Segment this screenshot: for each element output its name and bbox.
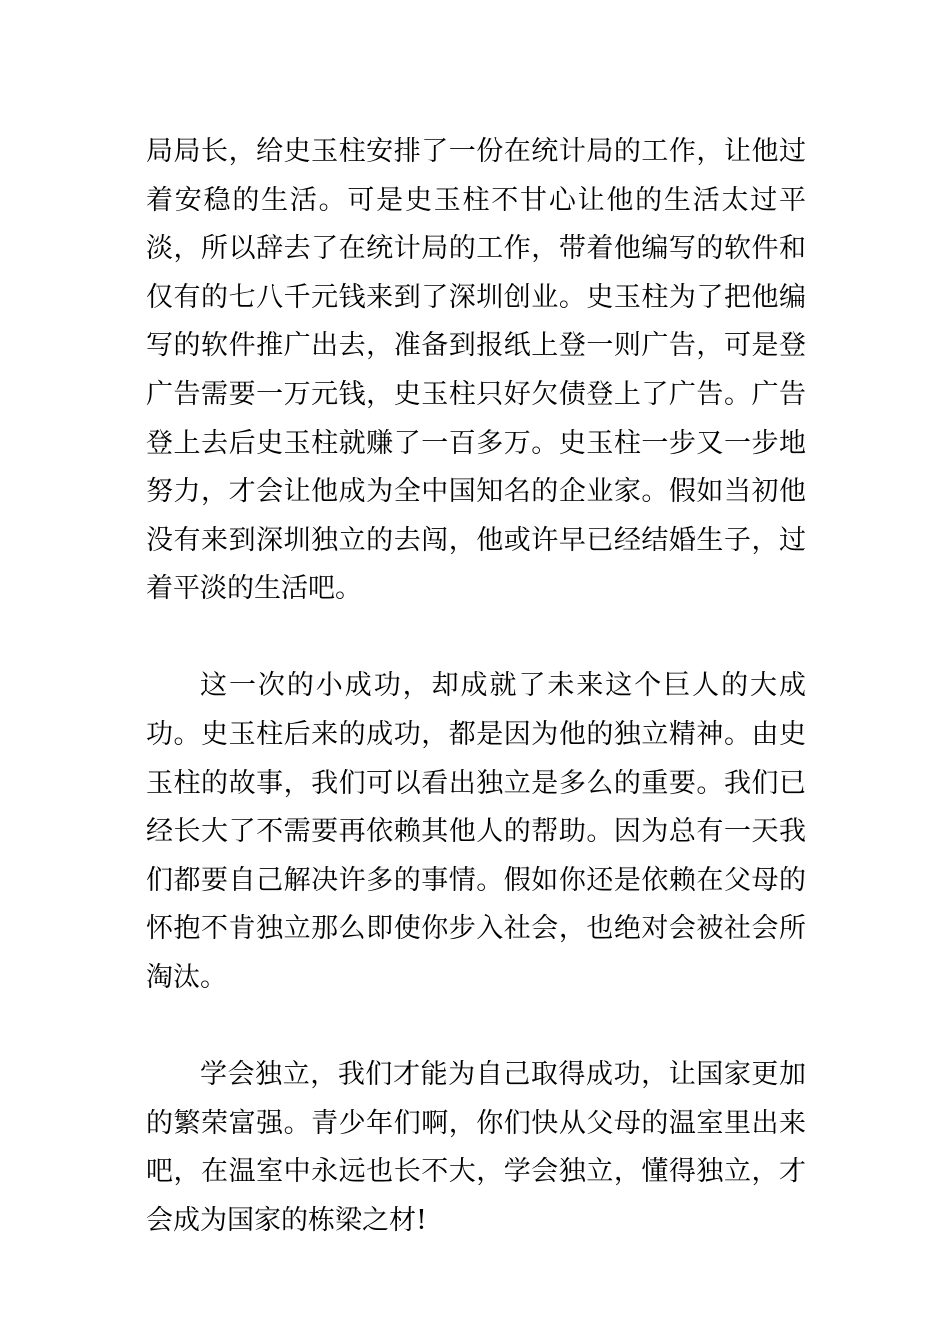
paragraph-spacer — [146, 614, 806, 663]
paragraph-1: 局局长，给史玉柱安排了一份在统计局的工作，让他过着安稳的生活。可是史玉柱不甘心让他的生活太过平淡，所以辞去了在统计局的工作，带着他编写的软件和仅有的七八千元钱来到了深圳创业。史玉柱为了把他编写的软件推广出去，准备到报纸上登一则广告，可是登广告需要一万元钱，史玉柱只好欠债登上了广告。广告登上去后史玉柱就赚了一百多万。史玉柱一步又一步地努力，才会让他成为全中国知名的企业家。假如当初他没有来到深圳独立的去闯，他或许早已经结婚生子，过着平淡的生活吧。 — [146, 136, 806, 605]
document-page — [146, 128, 806, 1245]
paragraph-2: 这一次的小成功，却成就了未来这个巨人的大成功。史玉柱后来的成功，都是因为他的独立精神。由史玉柱的故事，我们可以看出独立是多么的重要。我们已经长大了不需要再依赖其他人的帮助。因为总有一天我们都要自己解决许多的事情。假如你还是依赖在父母的怀抱不肯独立那么即使你步入社会，也绝对会被社会所淘汰。 — [146, 670, 806, 993]
paragraph-spacer — [146, 1003, 806, 1052]
paragraph-3: 学会独立，我们才能为自己取得成功，让国家更加的繁荣富强。青少年们啊，你们快从父母的温室里出来吧，在温室中永远也长不大，学会独立，懂得独立，才会成为国家的栋梁之材! — [146, 1059, 806, 1236]
